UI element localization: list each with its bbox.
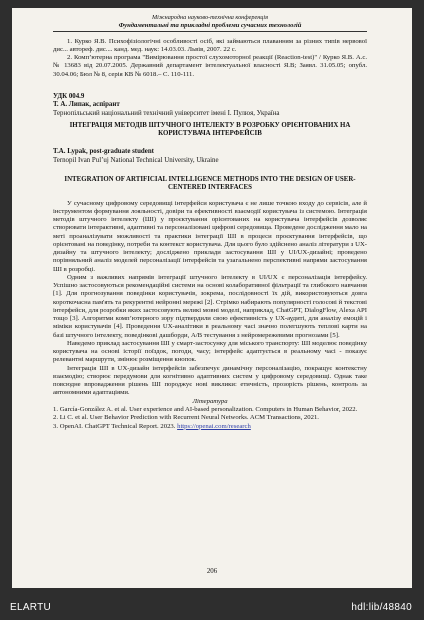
references-heading: Література: [192, 397, 228, 405]
reference-text: 3. OpenAI. ChatGPT Technical Report. 2023.: [53, 422, 178, 430]
previous-references: [53, 38, 367, 79]
reference-item: 2. Li C. et al. User Behavior Prediction with Recurrent Neural Networks. ACM Transactions, 2021.: [53, 414, 319, 422]
footer-handle: hdl:lib/48840: [351, 602, 412, 613]
reference-link[interactable]: https://openai.com/research: [177, 422, 251, 430]
conference-name: Міжнародна науково-технічна конференція: [152, 14, 268, 21]
paragraph: У сучасному цифровому середовищі інтерфейси користувача є не лише точкою входу до сервісів, але й інструментом формування лояльності, довіри та ефективності взаємодії користувача із системою. Інтеграція методів штучного інтелекту (ШІ) у проєктування орієнтованих на користувача інтерфейсів дозволяє створювати інтерактивні, адаптивні та персоналізовані цифрові середовища. Проведене дослідження мало на меті проаналізувати можливості та практики інтеграції ШІ в процеси проєктування інтерфейсів, що орієнтовані на поведінку, потреби та контекст користувача. Для цього було здійснено аналіз літератури з UX-дизайну та штучного інтелекту; досліджено приклади застосування ШІ у UI/UX-дизайні; проведено порівняльний аналіз моделей персоналізації інтерфейсів та узагальнено перспективні напрями застосування ШІ в розробці.: [53, 199, 367, 273]
affiliation-ua: Тернопільський національний технічний університет імені І. Пулюя, Україна: [53, 109, 280, 117]
affiliation-en: Ternopil Ivan Pul’uj National Technical University, Ukraine: [53, 156, 219, 164]
udk-code: УДК 004.9: [53, 92, 85, 100]
previous-reference: 2. Комп’ютерна програма "Вимірювання простої слухомоторної реакції (Reaction-test)" / Курко Я.В. А.с. № 13683 від 20.07.2005. Державний департамент інтелектуальної власності Я.В; Заявл. 31.05.05; опубл. 30.04.06; Бюл № 8, серія КВ № 6018.– С. 110-111.: [53, 54, 367, 78]
title-ua: ІНТЕГРАЦІЯ МЕТОДІВ ШТУЧНОГО ІНТЕЛЕКТУ В РОЗРОБКУ ОРІЄНТОВАНИХ НА КОРИСТУВАЧА ІНТЕРФЕЙСІВ: [69, 121, 351, 138]
author-en: T.A. Lypak, post-graduate student: [53, 148, 154, 156]
previous-reference: 1. Курко Я.В. Психофізіологічні особливості осіб, які займаються плаванням за різних типів нервової дис... автореф. дис.... канд. мед. наук: 14.03.03. Львів, 2007. 22 с.: [53, 37, 367, 53]
footer-repository-label: ELARTU: [10, 602, 52, 613]
conference-subtitle: Фундаментальні та прикладні проблеми сучасних технологій: [53, 22, 367, 32]
paragraph: Наведемо приклад застосування ШІ у смарт-застосунку для міського транспорту: ШІ моделює поведінку користувача на основі історії поїздок, погоди, часу; інтерфейс адаптується в реальному часі - показує релевантні маршрути, змінює розміщення кнопок.: [53, 339, 367, 364]
reference-item: 1. García-González A. et al. User experience and AI-based personalization. Computers in Human Behavior, 2022.: [53, 405, 358, 413]
title-en: INTEGRATION OF ARTIFICIAL INTELLIGENCE METHODS INTO THE DESIGN OF USER-CENTERED INTERFACES: [64, 176, 356, 192]
author-ua: Т. А. Липак, аспірант: [53, 101, 120, 109]
paragraph: Одним з важливих напрямів інтеграції штучного інтелекту в UI/UX є персоналізація інтерфейсу. Успішно застосовуються рекомендаційні системи на основі колаборативної фільтрації та глибокого навчання [1]. Для прогнозування поведінки користувачів, зокрема, послідовності їх дій, використовуються довга короткочасна пам'ять та рекурентні нейронні мережі [2]. Стрімко набирають популярності голосові й текстові інтерфейси, для розробки яких застосовують великі мовні моделі, наприклад, ChatGPT, DialogFlow, Alexa API тощо [3]. Алгоритми комп’ютерного зору підтвердили свою ефективність у UX-аудиті, для аналізу емоцій і міміки користувачів [4]. Проведення UX-аналітики в реальному часі значно полегшують теплові карти на базі штучного інтелекту, поведінкові дашборди, A/B тестування з нейромережевими прогнозами [5].: [53, 273, 367, 339]
article-body: [53, 200, 367, 398]
references-list: [53, 406, 367, 431]
document-page: [12, 8, 412, 588]
page-content: [53, 14, 367, 431]
reference-item: [53, 423, 367, 431]
paragraph: Інтеграція ШІ в UX-дизайн інтерфейсів забезпечує динамічну персоналізацію, покращує контекстну взаємодію; створює передумови для когнітивно адаптивних систем у цифровому середовищі. Однак таке повсюдне впровадження рішень ШІ породжує нові виклики: етичність, прозорість рішень, контроль за автономними адаптаціями.: [53, 364, 367, 397]
page-number: 206: [206, 568, 218, 575]
